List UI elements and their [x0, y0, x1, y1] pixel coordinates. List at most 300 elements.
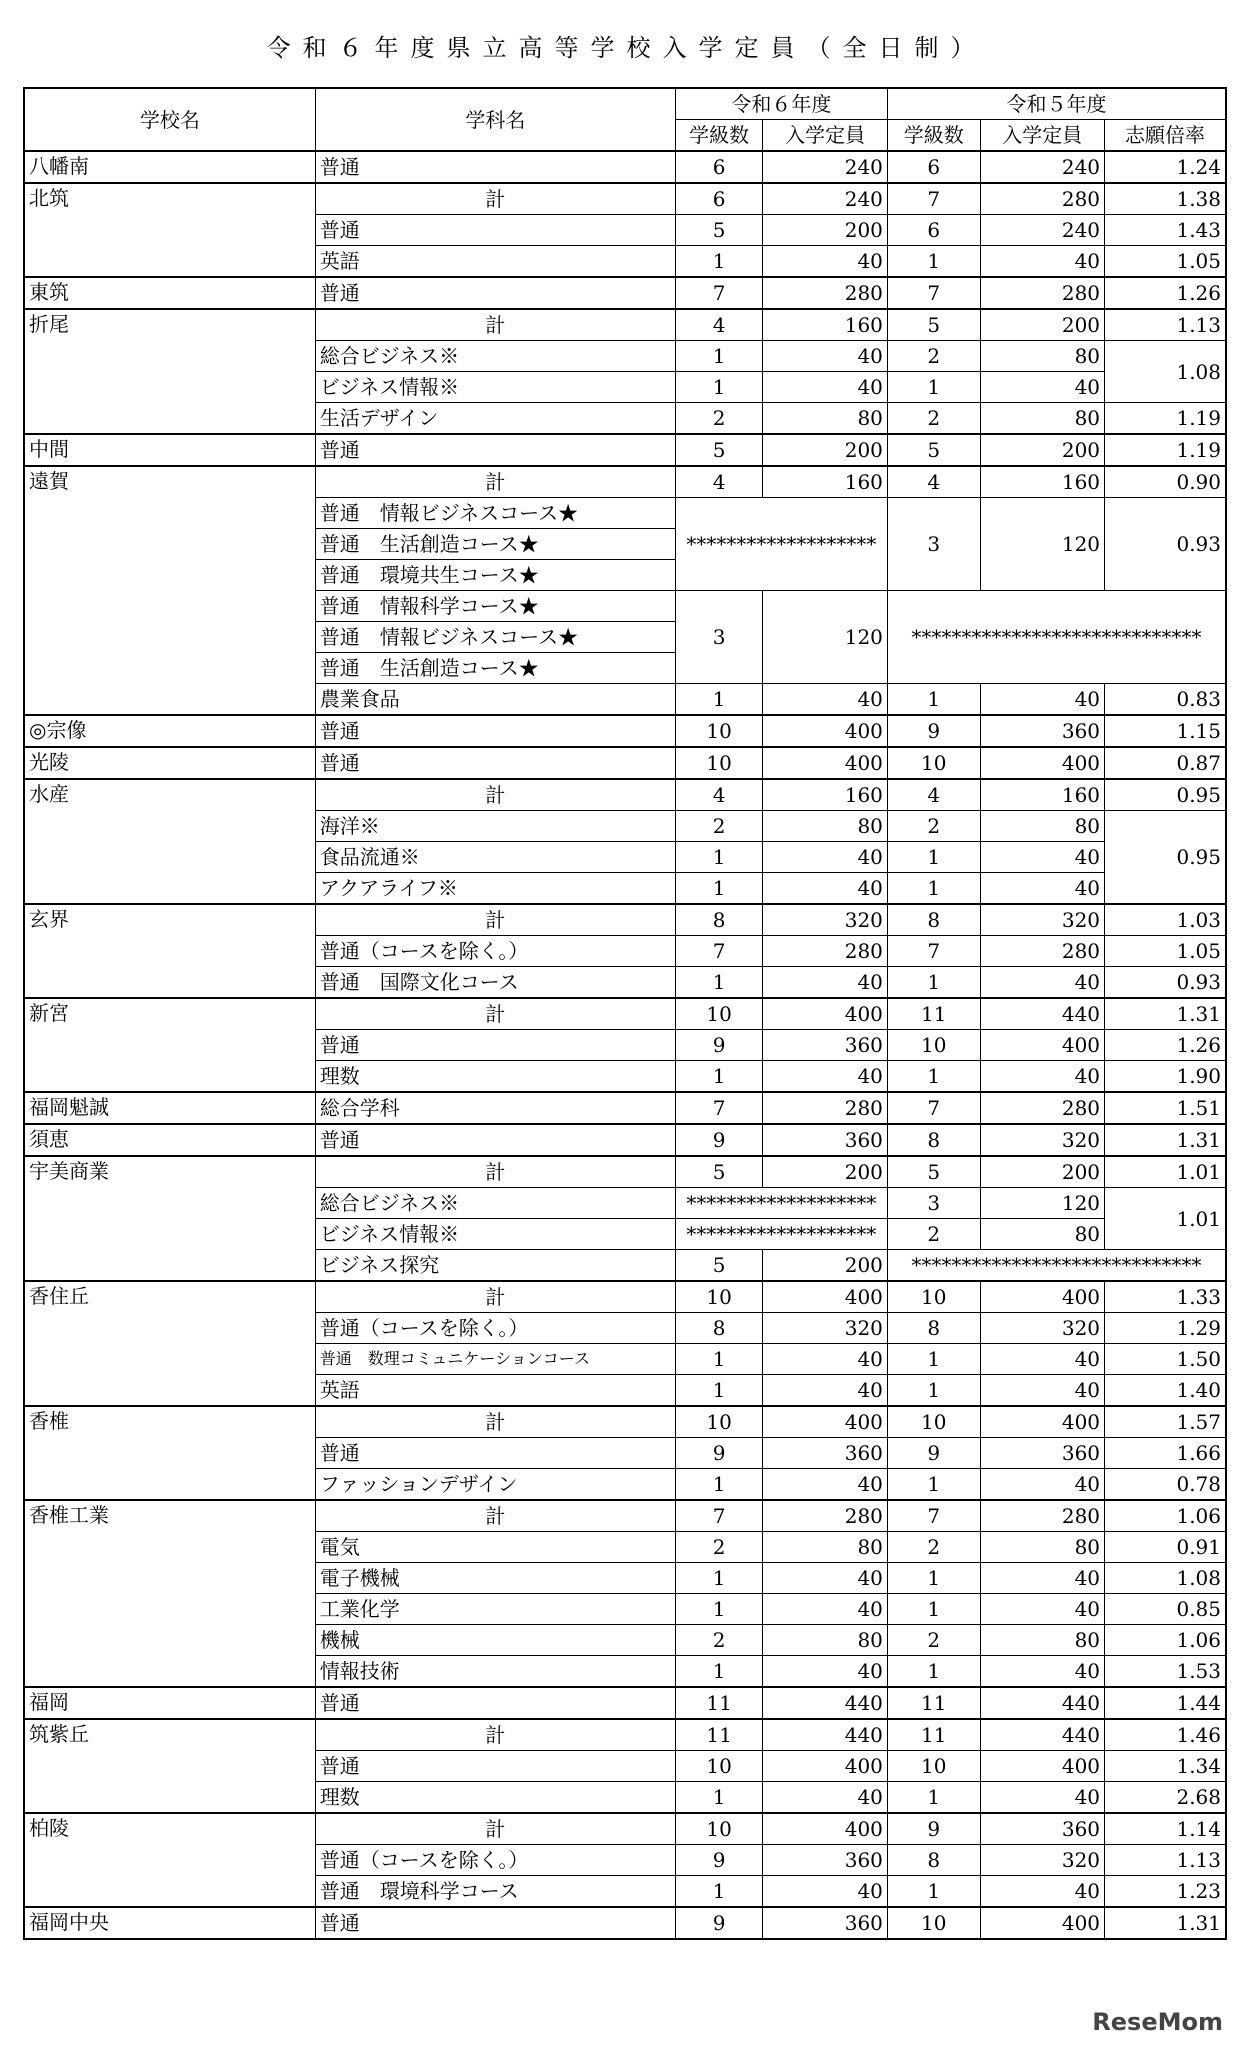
r6-classes: 11 — [675, 1719, 762, 1751]
r6-classes: 1 — [675, 1375, 762, 1407]
r6-classes: 7 — [675, 277, 762, 309]
dept-name: 計 — [315, 1281, 675, 1313]
r6-capacity: 40 — [763, 1594, 888, 1625]
r5-classes: 6 — [887, 215, 980, 246]
school-name: 筑紫丘 — [24, 1719, 315, 1813]
r6-capacity: 40 — [763, 1876, 888, 1908]
r6-capacity: 80 — [763, 1625, 888, 1656]
r5-rate: 1.66 — [1105, 1438, 1226, 1469]
r6-classes: 1 — [675, 372, 762, 403]
r5-classes: 9 — [887, 1813, 980, 1845]
r5-capacity: 80 — [980, 1219, 1105, 1250]
not-offered: ***************************** — [887, 1250, 1226, 1282]
r5-classes: 1 — [887, 967, 980, 999]
school-name: 新宮 — [24, 998, 315, 1092]
r5-classes: 7 — [887, 183, 980, 215]
table-row — [24, 715, 1226, 747]
r5-capacity: 80 — [980, 403, 1105, 435]
r5-capacity: 40 — [980, 372, 1105, 403]
school-name: 香椎工業 — [24, 1500, 315, 1687]
not-offered: ******************* — [675, 1188, 887, 1219]
dept-name: 普通 — [315, 151, 675, 183]
school-name: 福岡魁誠 — [24, 1092, 315, 1124]
r6-classes: 4 — [675, 309, 762, 341]
dept-name: 情報技術 — [315, 1656, 675, 1688]
r5-classes: 7 — [887, 277, 980, 309]
r5-classes: 3 — [887, 1188, 980, 1219]
r6-capacity: 40 — [763, 842, 888, 873]
r5-classes: 2 — [887, 811, 980, 842]
r6-classes: 4 — [675, 466, 762, 498]
dept-name: 普通 — [315, 1687, 675, 1719]
r5-capacity: 360 — [980, 1813, 1105, 1845]
r6-capacity: 40 — [763, 1563, 888, 1594]
r5-classes: 2 — [887, 403, 980, 435]
r5-capacity: 40 — [980, 873, 1105, 905]
school-name: 柏陵 — [24, 1813, 315, 1907]
r5-rate: 1.01 — [1105, 1188, 1226, 1250]
r5-capacity: 360 — [980, 715, 1105, 747]
r5-classes: 1 — [887, 1375, 980, 1407]
school-name: 福岡 — [24, 1687, 315, 1719]
r5-capacity: 160 — [980, 466, 1105, 498]
r5-capacity: 40 — [980, 1594, 1105, 1625]
r5-rate: 0.93 — [1105, 967, 1226, 999]
table-row — [24, 309, 1226, 341]
r5-capacity: 320 — [980, 904, 1105, 936]
r5-rate: 1.08 — [1105, 341, 1226, 403]
r6-classes: 1 — [675, 1061, 762, 1093]
r5-classes: 6 — [887, 151, 980, 183]
r6-classes: 5 — [675, 1250, 762, 1282]
header-r6: 令和６年度 — [675, 88, 887, 120]
r5-classes: 11 — [887, 1687, 980, 1719]
r6-capacity: 440 — [763, 1687, 888, 1719]
r5-rate: 1.19 — [1105, 403, 1226, 435]
r6-classes: 6 — [675, 151, 762, 183]
r5-rate: 0.91 — [1105, 1532, 1226, 1563]
table-row — [24, 1156, 1226, 1188]
r5-rate: 1.31 — [1105, 998, 1226, 1030]
r6-classes: 10 — [675, 1406, 762, 1438]
r6-classes: 7 — [675, 1092, 762, 1124]
table-row — [24, 277, 1226, 309]
dept-name: 普通 — [315, 715, 675, 747]
r5-rate: 1.51 — [1105, 1092, 1226, 1124]
r6-capacity: 40 — [763, 684, 888, 716]
header-r5: 令和５年度 — [887, 88, 1226, 120]
r5-classes: 4 — [887, 466, 980, 498]
r5-capacity: 400 — [980, 1281, 1105, 1313]
table-row — [24, 1907, 1226, 1939]
r6-classes: 5 — [675, 434, 762, 466]
r6-capacity: 240 — [763, 183, 888, 215]
dept-name: 普通（コースを除く。） — [315, 1313, 675, 1344]
dept-name: 普通 国際文化コース — [315, 967, 675, 999]
header-r5-capacity: 入学定員 — [980, 120, 1105, 152]
table-row — [24, 904, 1226, 936]
dept-name: 農業食品 — [315, 684, 675, 716]
dept-name: 英語 — [315, 246, 675, 278]
resemom-logo: ReseMom — [1092, 2008, 1223, 2036]
dept-name: 普通 — [315, 1907, 675, 1939]
r5-capacity: 80 — [980, 1532, 1105, 1563]
r6-classes: 11 — [675, 1687, 762, 1719]
r5-rate: 1.06 — [1105, 1625, 1226, 1656]
r6-classes: 1 — [675, 967, 762, 999]
r6-capacity: 80 — [763, 403, 888, 435]
header-school: 学校名 — [24, 88, 315, 151]
table-row — [24, 1500, 1226, 1532]
r6-classes: 5 — [675, 1156, 762, 1188]
dept-name: 普通 情報ビジネスコース★ — [315, 622, 675, 653]
r5-classes: 1 — [887, 1344, 980, 1375]
r6-capacity: 80 — [763, 1532, 888, 1563]
table-row — [24, 1719, 1226, 1751]
table-row — [24, 434, 1226, 466]
dept-name: 電子機械 — [315, 1563, 675, 1594]
school-name: 水産 — [24, 779, 315, 904]
r6-capacity: 40 — [763, 1375, 888, 1407]
r5-capacity: 80 — [980, 1625, 1105, 1656]
r5-rate: 0.78 — [1105, 1469, 1226, 1501]
r5-classes: 11 — [887, 998, 980, 1030]
r6-capacity: 120 — [763, 591, 888, 684]
r5-rate: 1.03 — [1105, 904, 1226, 936]
r6-classes: 10 — [675, 1813, 762, 1845]
r5-classes: 1 — [887, 372, 980, 403]
r5-capacity: 360 — [980, 1438, 1105, 1469]
r5-classes: 10 — [887, 747, 980, 779]
dept-name: ビジネス情報※ — [315, 372, 675, 403]
r5-classes: 8 — [887, 1124, 980, 1156]
dept-name: ビジネス情報※ — [315, 1219, 675, 1250]
dept-name: 普通 — [315, 747, 675, 779]
r6-capacity: 360 — [763, 1124, 888, 1156]
school-name: ◎宗像 — [24, 715, 315, 747]
r6-capacity: 40 — [763, 1656, 888, 1688]
r5-classes: 5 — [887, 309, 980, 341]
r5-rate: 1.29 — [1105, 1313, 1226, 1344]
r5-classes: 10 — [887, 1751, 980, 1782]
table-row — [24, 183, 1226, 215]
school-name: 香椎 — [24, 1406, 315, 1500]
r6-classes: 5 — [675, 215, 762, 246]
dept-name: 計 — [315, 1719, 675, 1751]
r6-capacity: 40 — [763, 967, 888, 999]
dept-name: 計 — [315, 1813, 675, 1845]
dept-name: 普通 生活創造コース★ — [315, 529, 675, 560]
school-name: 香住丘 — [24, 1281, 315, 1406]
r6-capacity: 400 — [763, 747, 888, 779]
dept-name: 海洋※ — [315, 811, 675, 842]
r5-rate: 0.87 — [1105, 747, 1226, 779]
r5-classes: 8 — [887, 904, 980, 936]
header-r5-rate: 志願倍率 — [1105, 120, 1226, 152]
r5-rate: 1.50 — [1105, 1344, 1226, 1375]
r5-capacity: 320 — [980, 1124, 1105, 1156]
table-row — [24, 1281, 1226, 1313]
r5-rate: 1.08 — [1105, 1563, 1226, 1594]
dept-name: 普通 — [315, 1751, 675, 1782]
dept-name: 生活デザイン — [315, 403, 675, 435]
r5-capacity: 200 — [980, 434, 1105, 466]
r5-classes: 9 — [887, 715, 980, 747]
r5-capacity: 240 — [980, 151, 1105, 183]
r5-rate: 1.01 — [1105, 1156, 1226, 1188]
r5-rate: 1.44 — [1105, 1687, 1226, 1719]
r5-classes: 11 — [887, 1719, 980, 1751]
r5-capacity: 400 — [980, 1907, 1105, 1939]
r6-classes: 8 — [675, 1313, 762, 1344]
r5-rate: 1.26 — [1105, 277, 1226, 309]
r6-capacity: 440 — [763, 1719, 888, 1751]
r6-classes: 10 — [675, 747, 762, 779]
r5-rate: 1.46 — [1105, 1719, 1226, 1751]
r5-capacity: 440 — [980, 1687, 1105, 1719]
dept-name: 普通（コースを除く。） — [315, 936, 675, 967]
r5-capacity: 160 — [980, 779, 1105, 811]
dept-name: 計 — [315, 998, 675, 1030]
r5-capacity: 280 — [980, 183, 1105, 215]
r5-rate: 0.90 — [1105, 466, 1226, 498]
r5-capacity: 200 — [980, 309, 1105, 341]
r6-capacity: 280 — [763, 936, 888, 967]
header-r5-classes: 学級数 — [887, 120, 980, 152]
r5-capacity: 120 — [980, 1188, 1105, 1219]
dept-name: 普通（コースを除く。） — [315, 1845, 675, 1876]
r5-classes: 1 — [887, 1061, 980, 1093]
r6-classes: 2 — [675, 1532, 762, 1563]
r5-capacity: 320 — [980, 1845, 1105, 1876]
r5-rate: 1.05 — [1105, 936, 1226, 967]
r5-capacity: 80 — [980, 341, 1105, 372]
dept-name: 普通 環境共生コース★ — [315, 560, 675, 591]
r5-capacity: 280 — [980, 936, 1105, 967]
r5-rate: 1.34 — [1105, 1751, 1226, 1782]
r5-rate: 1.19 — [1105, 434, 1226, 466]
r6-classes: 1 — [675, 1876, 762, 1908]
table-row — [24, 1406, 1226, 1438]
not-offered: ***************************** — [887, 591, 1226, 684]
r6-classes: 1 — [675, 246, 762, 278]
dept-name: 総合学科 — [315, 1092, 675, 1124]
dept-name: 計 — [315, 466, 675, 498]
r5-rate: 1.33 — [1105, 1281, 1226, 1313]
r5-classes: 2 — [887, 341, 980, 372]
r5-classes: 2 — [887, 1625, 980, 1656]
r6-capacity: 360 — [763, 1438, 888, 1469]
r5-rate: 0.83 — [1105, 684, 1226, 716]
r5-capacity: 40 — [980, 1563, 1105, 1594]
school-name: 光陵 — [24, 747, 315, 779]
r5-classes: 8 — [887, 1313, 980, 1344]
dept-name: 食品流通※ — [315, 842, 675, 873]
r5-rate: 1.13 — [1105, 309, 1226, 341]
r6-capacity: 40 — [763, 1344, 888, 1375]
r5-rate: 1.26 — [1105, 1030, 1226, 1061]
r5-capacity: 40 — [980, 1375, 1105, 1407]
dept-name: 普通 — [315, 434, 675, 466]
dept-name: 理数 — [315, 1061, 675, 1093]
header-r6-capacity: 入学定員 — [763, 120, 888, 152]
dept-name: アクアライフ※ — [315, 873, 675, 905]
r5-capacity: 400 — [980, 1030, 1105, 1061]
r6-capacity: 200 — [763, 215, 888, 246]
r5-capacity: 440 — [980, 998, 1105, 1030]
r6-capacity: 80 — [763, 811, 888, 842]
r6-classes: 10 — [675, 715, 762, 747]
header-r6-classes: 学級数 — [675, 120, 762, 152]
dept-name: 普通 情報科学コース★ — [315, 591, 675, 622]
r6-classes: 9 — [675, 1030, 762, 1061]
r5-capacity: 440 — [980, 1719, 1105, 1751]
r6-capacity: 40 — [763, 246, 888, 278]
r6-capacity: 360 — [763, 1845, 888, 1876]
school-name: 玄界 — [24, 904, 315, 998]
r6-capacity: 40 — [763, 341, 888, 372]
r6-classes: 2 — [675, 811, 762, 842]
r5-capacity: 40 — [980, 842, 1105, 873]
r6-classes: 9 — [675, 1907, 762, 1939]
r5-capacity: 40 — [980, 967, 1105, 999]
r5-capacity: 40 — [980, 684, 1105, 716]
dept-name: 理数 — [315, 1782, 675, 1814]
r5-rate: 1.31 — [1105, 1124, 1226, 1156]
dept-name: 計 — [315, 1406, 675, 1438]
r5-classes: 1 — [887, 873, 980, 905]
dept-name: 計 — [315, 183, 675, 215]
r5-capacity: 200 — [980, 1156, 1105, 1188]
r5-rate: 1.06 — [1105, 1500, 1226, 1532]
table-row — [24, 466, 1226, 498]
r5-classes: 4 — [887, 779, 980, 811]
r6-capacity: 400 — [763, 1813, 888, 1845]
table-row — [24, 1124, 1226, 1156]
r6-capacity: 400 — [763, 1281, 888, 1313]
r5-capacity: 80 — [980, 811, 1105, 842]
dept-name: 計 — [315, 1500, 675, 1532]
r6-classes: 9 — [675, 1845, 762, 1876]
r6-classes: 1 — [675, 1469, 762, 1501]
r5-rate: 1.57 — [1105, 1406, 1226, 1438]
page-title: 令和６年度県立高等学校入学定員（全日制） — [266, 34, 987, 62]
r5-classes: 10 — [887, 1281, 980, 1313]
r5-capacity: 320 — [980, 1313, 1105, 1344]
r5-classes: 5 — [887, 1156, 980, 1188]
r5-capacity: 40 — [980, 1469, 1105, 1501]
r6-capacity: 400 — [763, 1406, 888, 1438]
dept-name: ビジネス探究 — [315, 1250, 675, 1282]
r5-capacity: 120 — [980, 498, 1105, 591]
r6-capacity: 280 — [763, 277, 888, 309]
r5-classes: 1 — [887, 1563, 980, 1594]
r6-capacity: 320 — [763, 904, 888, 936]
r5-classes: 2 — [887, 1219, 980, 1250]
r6-capacity: 280 — [763, 1500, 888, 1532]
r6-classes: 1 — [675, 1344, 762, 1375]
r6-classes: 2 — [675, 403, 762, 435]
dept-name: 計 — [315, 779, 675, 811]
r5-classes: 1 — [887, 1469, 980, 1501]
r6-capacity: 400 — [763, 1751, 888, 1782]
r5-classes: 5 — [887, 434, 980, 466]
capacity-table — [23, 87, 1227, 1940]
dept-name: 計 — [315, 309, 675, 341]
r6-capacity: 200 — [763, 1250, 888, 1282]
r5-capacity: 40 — [980, 1061, 1105, 1093]
r6-classes: 6 — [675, 183, 762, 215]
r5-rate: 1.38 — [1105, 183, 1226, 215]
r5-rate: 1.13 — [1105, 1845, 1226, 1876]
r5-rate: 1.53 — [1105, 1656, 1226, 1688]
r5-rate: 1.23 — [1105, 1876, 1226, 1908]
r5-rate: 0.95 — [1105, 811, 1226, 905]
r5-classes: 10 — [887, 1907, 980, 1939]
dept-name: 普通 — [315, 1438, 675, 1469]
r6-classes: 7 — [675, 936, 762, 967]
dept-name: 英語 — [315, 1375, 675, 1407]
r6-capacity: 360 — [763, 1030, 888, 1061]
r5-rate: 1.31 — [1105, 1907, 1226, 1939]
dept-name: 総合ビジネス※ — [315, 341, 675, 372]
r5-classes: 7 — [887, 1092, 980, 1124]
r6-classes: 9 — [675, 1438, 762, 1469]
r5-capacity: 40 — [980, 1656, 1105, 1688]
r5-classes: 1 — [887, 1782, 980, 1814]
dept-name: 計 — [315, 1156, 675, 1188]
r6-capacity: 40 — [763, 372, 888, 403]
r5-capacity: 400 — [980, 1406, 1105, 1438]
r5-capacity: 40 — [980, 1782, 1105, 1814]
r5-rate: 1.15 — [1105, 715, 1226, 747]
r5-classes: 1 — [887, 1594, 980, 1625]
r6-classes: 10 — [675, 1751, 762, 1782]
r6-classes: 7 — [675, 1500, 762, 1532]
dept-name: 工業化学 — [315, 1594, 675, 1625]
table-row — [24, 151, 1226, 183]
dept-name: 普通 — [315, 277, 675, 309]
r6-capacity: 40 — [763, 1782, 888, 1814]
dept-name: 普通 環境科学コース — [315, 1876, 675, 1908]
r5-rate: 1.05 — [1105, 246, 1226, 278]
r5-capacity: 40 — [980, 1876, 1105, 1908]
r5-rate: 1.14 — [1105, 1813, 1226, 1845]
r5-classes: 10 — [887, 1406, 980, 1438]
r6-classes: 1 — [675, 842, 762, 873]
r5-classes: 1 — [887, 1876, 980, 1908]
r5-classes: 2 — [887, 1532, 980, 1563]
r5-capacity: 400 — [980, 1751, 1105, 1782]
school-name: 北筑 — [24, 183, 315, 277]
r5-capacity: 40 — [980, 1344, 1105, 1375]
school-name: 福岡中央 — [24, 1907, 315, 1939]
r5-classes: 7 — [887, 936, 980, 967]
school-name: 折尾 — [24, 309, 315, 434]
school-name: 宇美商業 — [24, 1156, 315, 1281]
r5-rate: 1.40 — [1105, 1375, 1226, 1407]
r6-capacity: 160 — [763, 466, 888, 498]
dept-name: 普通 — [315, 1124, 675, 1156]
not-offered: ******************* — [675, 1219, 887, 1250]
school-name: 須恵 — [24, 1124, 315, 1156]
r5-classes: 7 — [887, 1500, 980, 1532]
dept-name: 計 — [315, 904, 675, 936]
r5-classes: 1 — [887, 246, 980, 278]
r5-rate: 0.85 — [1105, 1594, 1226, 1625]
table-row — [24, 1687, 1226, 1719]
r6-capacity: 400 — [763, 715, 888, 747]
